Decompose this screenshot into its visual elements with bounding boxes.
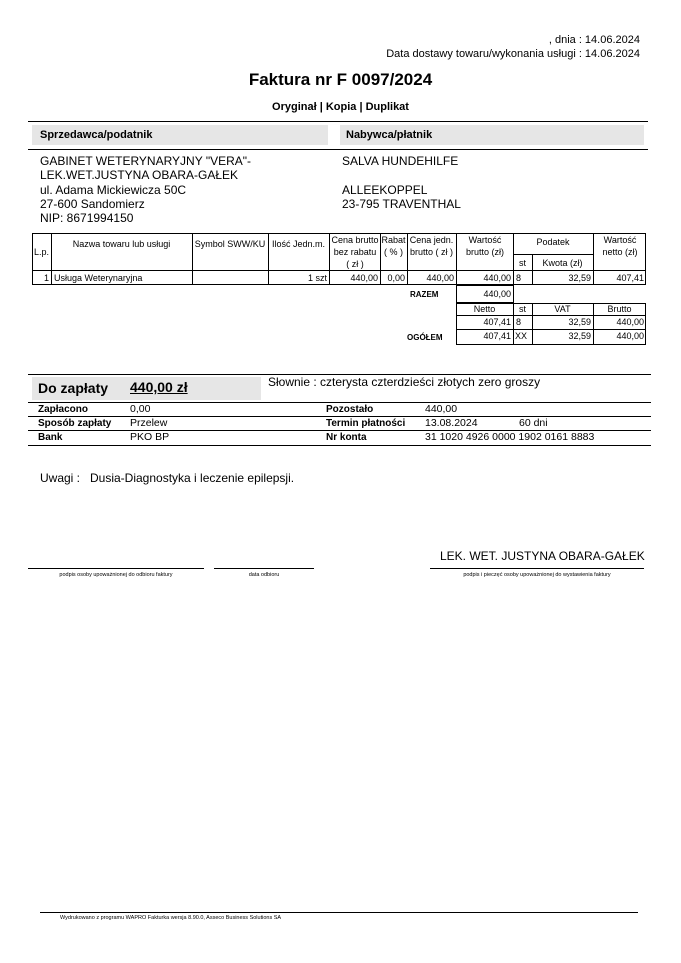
ogolem-netto: 407,41 [483, 331, 511, 341]
buyer-line: ALLEEKOPPEL [342, 183, 428, 197]
summary-col-st: st [518, 304, 526, 314]
col-unit-price: Cena jedn. brutto ( zł ) [409, 235, 454, 257]
due-date: 13.08.2024 [425, 417, 478, 429]
col-tax-rate: st [518, 258, 526, 268]
issuer-name: LEK. WET. JUSTYNA OBARA-GAŁEK [440, 549, 645, 563]
date-caption: data odbioru [248, 572, 280, 578]
footer-text: Wydrukowano z programu WAPRO Fakturka wersja 8.90.0, Asseco Business Solutions SA [60, 915, 282, 921]
row-net-value: 407,41 [616, 273, 644, 283]
row-gross-value: 440,00 [483, 273, 511, 283]
col-net-value: Wartość netto (zł) [602, 235, 638, 257]
paid-value: 0,00 [130, 403, 151, 415]
summary-st: 8 [516, 317, 522, 327]
summary-brutto: 440,00 [616, 317, 644, 327]
invoice-date: , dnia : 14.06.2024 [548, 34, 640, 46]
razem-value: 440,00 [483, 289, 511, 299]
amount-in-words: Słownie : czterysta czterdzieści złotych zero groszy [268, 375, 541, 389]
issuer-caption: podpis i pieczęć osoby upoważnionej do wystawienia faktury [463, 572, 611, 578]
receiver-caption: podpis osoby upoważnionej do odbioru faktury [59, 572, 173, 578]
bank-label: Bank [38, 432, 63, 443]
due-label: Termin płatności [326, 418, 406, 429]
ogolem-vat: 32,59 [568, 331, 591, 341]
seller-line: LEK.WET.JUSTYNA OBARA-GAŁEK [40, 168, 239, 182]
method-label: Sposób zapłaty [38, 418, 112, 429]
account-number: 31 1020 4926 0000 1902 0161 8883 [425, 431, 595, 443]
razem-label: RAZEM [410, 290, 439, 299]
delivery-date: Data dostawy towaru/wykonania usługi : 14.06.2024 [386, 48, 640, 60]
buyer-line: 23-795 TRAVENTHAL [342, 197, 461, 211]
due-days: 60 dni [519, 417, 548, 429]
buyer-line: SALVA HUNDEHILFE [342, 154, 459, 168]
seller-nip: NIP: 8671994150 [40, 211, 134, 225]
row-lp: 1 [43, 273, 49, 283]
col-discount: Rabat ( % ) [381, 235, 406, 257]
col-price-gross: Cena brutto bez rabatu ( zł ) [331, 235, 379, 269]
seller-line: GABINET WETERYNARYJNY "VERA"- [40, 154, 252, 168]
notes-text: Dusia-Diagnostyka i leczenie epilepsji. [90, 471, 295, 485]
page-title: Faktura nr F 0097/2024 [248, 70, 433, 89]
row-name: Usługa Weterynaryjna [54, 273, 143, 283]
bank-value: PKO BP [130, 431, 170, 443]
remaining-value: 440,00 [425, 403, 458, 415]
col-gross-value: Wartość brutto (zł) [465, 235, 504, 257]
summary-col-brutto: Brutto [607, 304, 632, 314]
method-value: Przelew [130, 417, 168, 429]
col-tax: Podatek [536, 236, 570, 247]
summary-netto: 407,41 [483, 317, 511, 327]
notes-label: Uwagi : [40, 471, 81, 485]
ogolem-label: OGÓŁEM [407, 333, 443, 342]
col-lp: L.p. [33, 246, 49, 257]
copy-options: Oryginał | Kopia | Duplikat [272, 101, 409, 113]
buyer-label: Nabywca/płatnik [346, 129, 433, 141]
row-unit-price: 440,00 [426, 273, 454, 283]
col-symbol: Symbol SWW/KU [194, 239, 266, 249]
col-qty: Ilość Jedn.m. [271, 239, 326, 249]
to-pay-value: 440,00 zł [130, 379, 188, 395]
summary-col-vat: VAT [554, 304, 571, 314]
ogolem-brutto: 440,00 [616, 331, 644, 341]
col-name: Nazwa towaru lub usługi [72, 239, 171, 249]
row-tax-rate: 8 [516, 273, 522, 283]
seller-line: 27-600 Sandomierz [40, 197, 145, 211]
col-tax-amount: Kwota (zł) [542, 258, 583, 268]
paid-label: Zapłacono [38, 404, 89, 415]
to-pay-label: Do zapłaty [38, 380, 109, 396]
account-label: Nr konta [326, 432, 367, 443]
seller-label: Sprzedawca/podatnik [40, 129, 153, 141]
ogolem-st: XX [515, 331, 528, 341]
summary-vat: 32,59 [568, 317, 591, 327]
seller-line: ul. Adama Mickiewicza 50C [40, 183, 187, 197]
row-qty: 1 szt [307, 273, 327, 283]
row-discount: 0,00 [387, 273, 405, 283]
remaining-label: Pozostało [326, 404, 374, 415]
summary-col-netto: Netto [473, 304, 496, 314]
row-price-gross: 440,00 [350, 273, 378, 283]
row-tax-amount: 32,59 [568, 273, 591, 283]
